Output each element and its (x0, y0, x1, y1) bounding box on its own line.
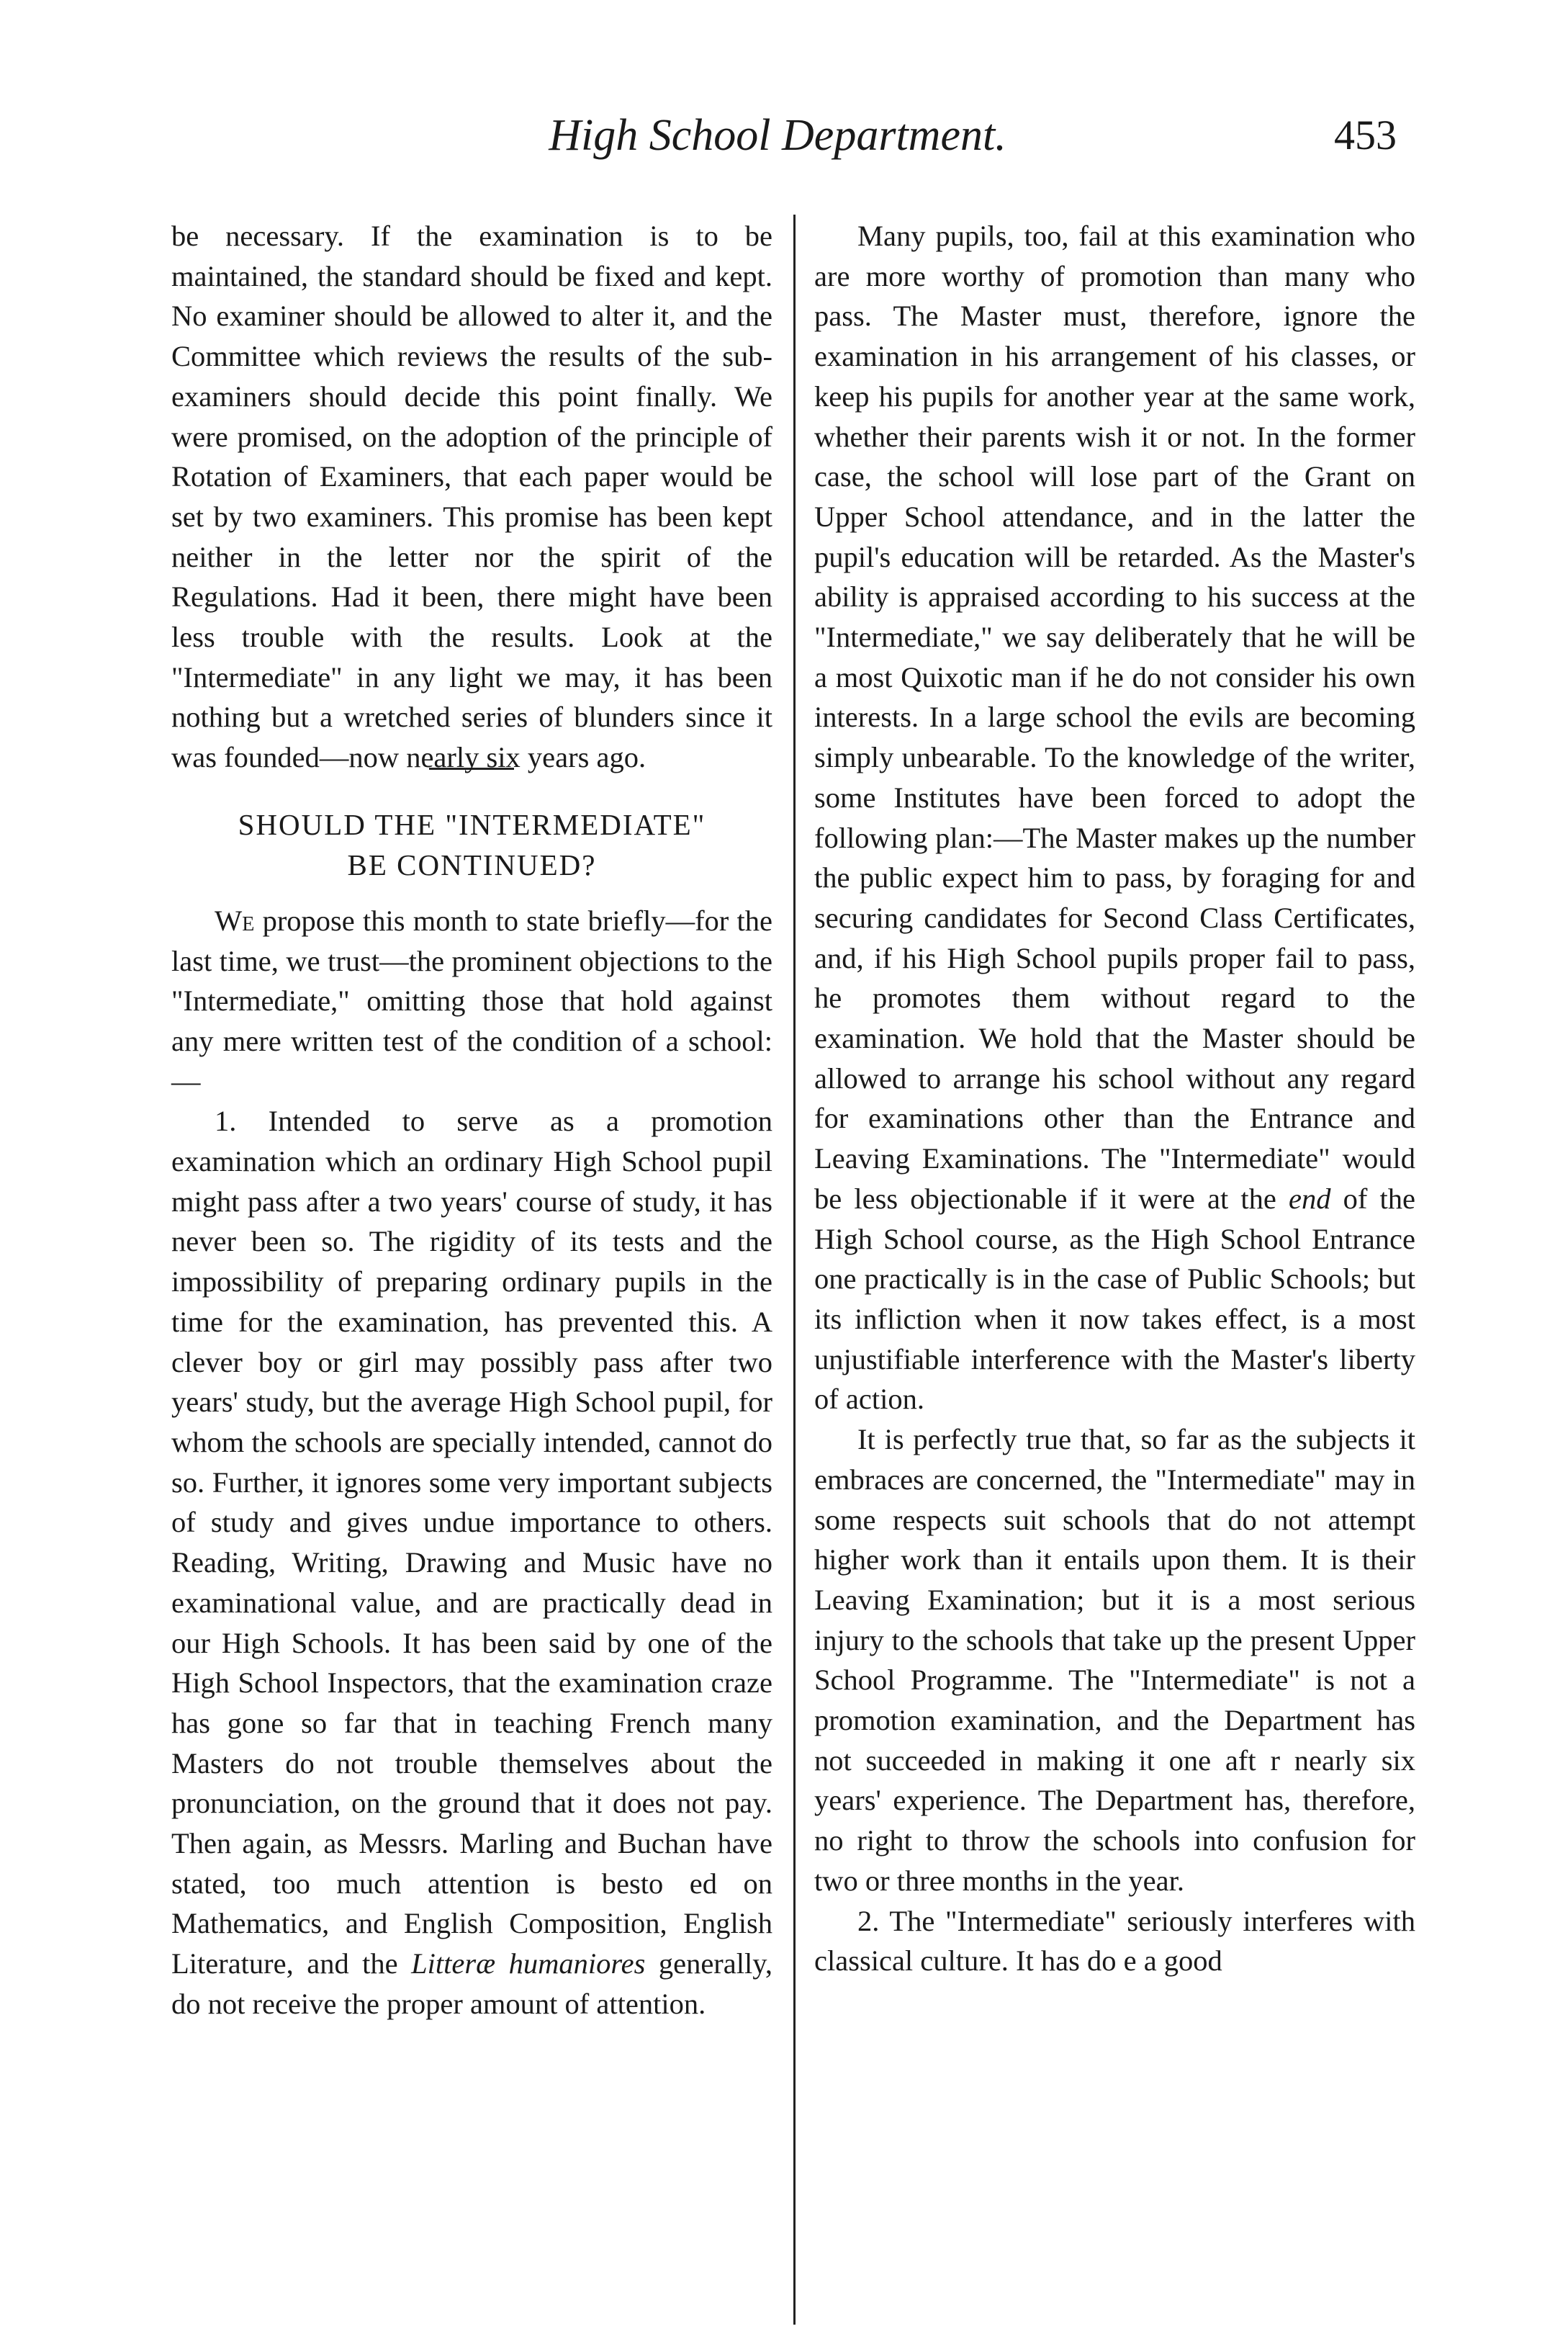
right-paragraph-1-end: of the High School course, as the High School Entrance one practically is in the case of Public Schools; but its infliction when it now takes effect, is a most unjustifiable interference with the Master's liberty of action. (814, 1182, 1416, 1416)
left-paragraph-2 (171, 901, 772, 1102)
latin-phrase: Litteræ humaniores (411, 1947, 646, 1980)
running-title: High School Department. (549, 111, 1006, 160)
section-heading-line-1: SHOULD THE "INTERMEDIATE" (238, 807, 706, 841)
emphasis-word: end (1289, 1182, 1331, 1215)
running-head (0, 107, 1568, 171)
left-paragraph-3 (171, 1101, 772, 2024)
right-paragraph-3: 2. The "Intermediate" seriously interferes with classical culture. It has do e a good (814, 1904, 1415, 1978)
left-paragraph-3-end: generally, do not receive the proper amount of attention. (171, 1947, 773, 2020)
section-heading-line-2: BE CONTINUED? (347, 848, 597, 881)
right-column (814, 216, 1415, 1981)
right-paragraph-1-text: Many pupils, too, fail at this examination who are more worthy of promotion than many who pass. The Master must, therefore, ignore the examination in his arrangement of his classes, or keep his pupils for another year at the same work, whether their parents wish it or not. In the former case, the school will lose part of the Grant on Upper School attendance, and in the latter the pupil's education will be retarded. As the Master's ability is appraised according to his success at the "Intermediate," we say deliberately that he will be a most Quixotic man if he do not consider his own interests. In a large school the evils are becoming simply unbearable. To the knowledge of the writer, some Institutes have been forced to adopt the following plan:—The Master makes up the number the public expect him to pass, by foraging for and securing candidates for Second Class Certificates, and, if his High School pupils proper fail to pass, he promotes them without regard to the examination. We hold that the Master should be allowed to arrange his school without any regard for examinations other than the Entrance and Leaving Examinations. The "Intermediate" would be less objectionable if it were at the (814, 220, 1415, 1215)
page-number: 453 (1334, 112, 1397, 158)
left-paragraph-2-text: propose this month to state briefly—for the last time, we trust—the prominent objections to the "Intermediate," omitting those that hold against any mere written test of the condition of a school:— (171, 904, 772, 1098)
left-paragraph-3-text: 1. Intended to serve as a promotion examination which an ordinary High School pupil might pass after a two years' course of study, it has never been so. The rigidity of its tests and the impossibility of preparing ordinary pupils in the time for the examination, has prevented this. A clever boy or girl may possibly pass after two years' study, but the average High School pupil, for whom the schools are specially intended, cannot do so. Further, it ignores some very important subjects of study and gives undue importance to others. Reading, Writing, Drawing and Music have no examinational value, and are practically dead in our High Schools. It has been said by one of the High School Inspectors, that the examination craze has gone so far that in teaching French many Masters do not trouble themselves about the pronunciation, on the ground that it does not pay. Then again, as Messrs. Marling and Buchan have stated, too much attention is besto ed on Mathematics, and English Composition, English Literature, and the (171, 1105, 772, 1980)
section-heading (171, 804, 772, 885)
right-paragraph-2: It is perfectly true that, so far as the subjects it embraces are concerned, the "Intermediate" may in some respects suit schools that do not attempt higher work than it entails upon them. It is their Leaving Examination; but it is a most serious injury to the schools that take up the present Upper School Programme. The "Intermediate" is not a promotion examination, and the Department has not succeeded in making it one aft r nearly six years' experience. The Department has, therefore, no right to throw the schools into confusion for two or three months in the year. (814, 1423, 1415, 1897)
column-rule (793, 215, 796, 2325)
drop-word: We (215, 904, 255, 937)
right-paragraph-1 (814, 216, 1415, 1419)
left-column (171, 216, 772, 2024)
left-paragraph-1: be necessary. If the examination is to be maintained, the standard should be fixed and kept. No examiner should be allowed to alter it, and the Committee which reviews the results of the sub-examiners should decide this point finally. We were promised, on the adoption of the principle of Rotation of Examiners, that each paper would be set by two examiners. This promise has been kept neither in the letter nor the spirit of the Regulations. Had it been, there might have been less trouble with the results. Look at the "Intermediate" in any light we may, it has been nothing but a wretched series of blunders since it was founded—now nearly six years ago. (171, 220, 772, 774)
